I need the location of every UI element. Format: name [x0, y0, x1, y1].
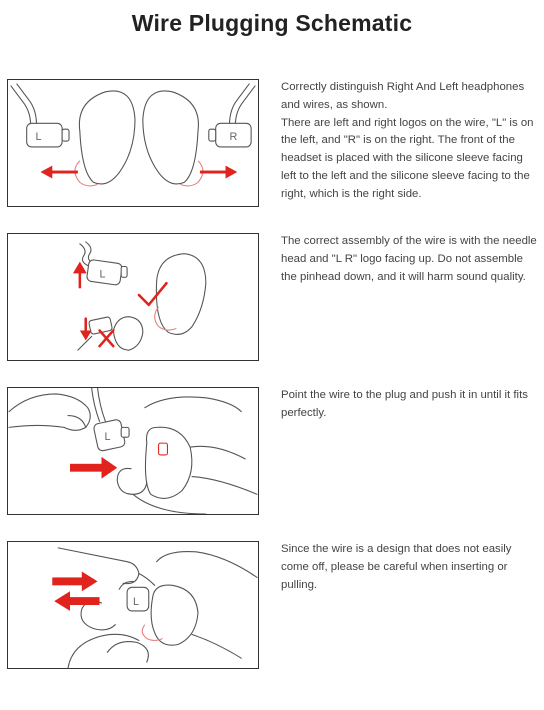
- step-3-illustration: [7, 387, 259, 515]
- insert-pull-caution-diagram: [8, 542, 258, 668]
- arrow-right-icon: [52, 572, 97, 592]
- step-3-description: [281, 387, 537, 423]
- label-l: L: [35, 131, 42, 144]
- insert-wire-diagram: [8, 388, 258, 514]
- arrow-right-icon: [70, 457, 117, 479]
- step-4-description: [281, 541, 537, 594]
- label-l: L: [104, 431, 111, 444]
- arrow-left-icon: [40, 166, 77, 179]
- step-1-illustration: [7, 79, 259, 207]
- page-title: Wire Plugging Schematic: [131, 10, 413, 36]
- step-2-illustration: [7, 233, 259, 361]
- connector-orientation-diagram: [8, 234, 258, 360]
- arrow-up-icon: [73, 262, 87, 288]
- step-1-description: [281, 79, 537, 204]
- step-3-paragraph-1: Point the wire to the plug and push it in until it fits perfectly.: [281, 389, 528, 419]
- step-1-paragraph-2: There are left and right logos on the wire, "L" is on the left, and "R" is on the right. The front of the headset is placed with the silicone sleeve facing left to the left and the silicone sleeve facing to the right, which is the right side.: [281, 116, 534, 200]
- arrow-left-icon: [54, 591, 99, 611]
- label-l: L: [133, 596, 140, 608]
- step-1-paragraph-1: Correctly distinguish Right And Left headphones and wires, as shown.: [281, 81, 525, 111]
- left-right-earphones-diagram: [8, 80, 258, 206]
- step-2-paragraph-1: The correct assembly of the wire is with the needle head and "L R" logo facing up. Do not assemble the pinhead down, and it will harm sound quality.: [281, 235, 537, 283]
- step-4-illustration: [7, 541, 259, 669]
- arrow-right-icon: [200, 166, 237, 179]
- step-4-paragraph-1: Since the wire is a design that does not easily come off, please be careful when inserting or pulling.: [281, 543, 512, 591]
- label-r: R: [229, 131, 238, 144]
- label-l: L: [99, 268, 106, 281]
- cross-icon: [100, 330, 114, 346]
- step-2-description: [281, 233, 537, 286]
